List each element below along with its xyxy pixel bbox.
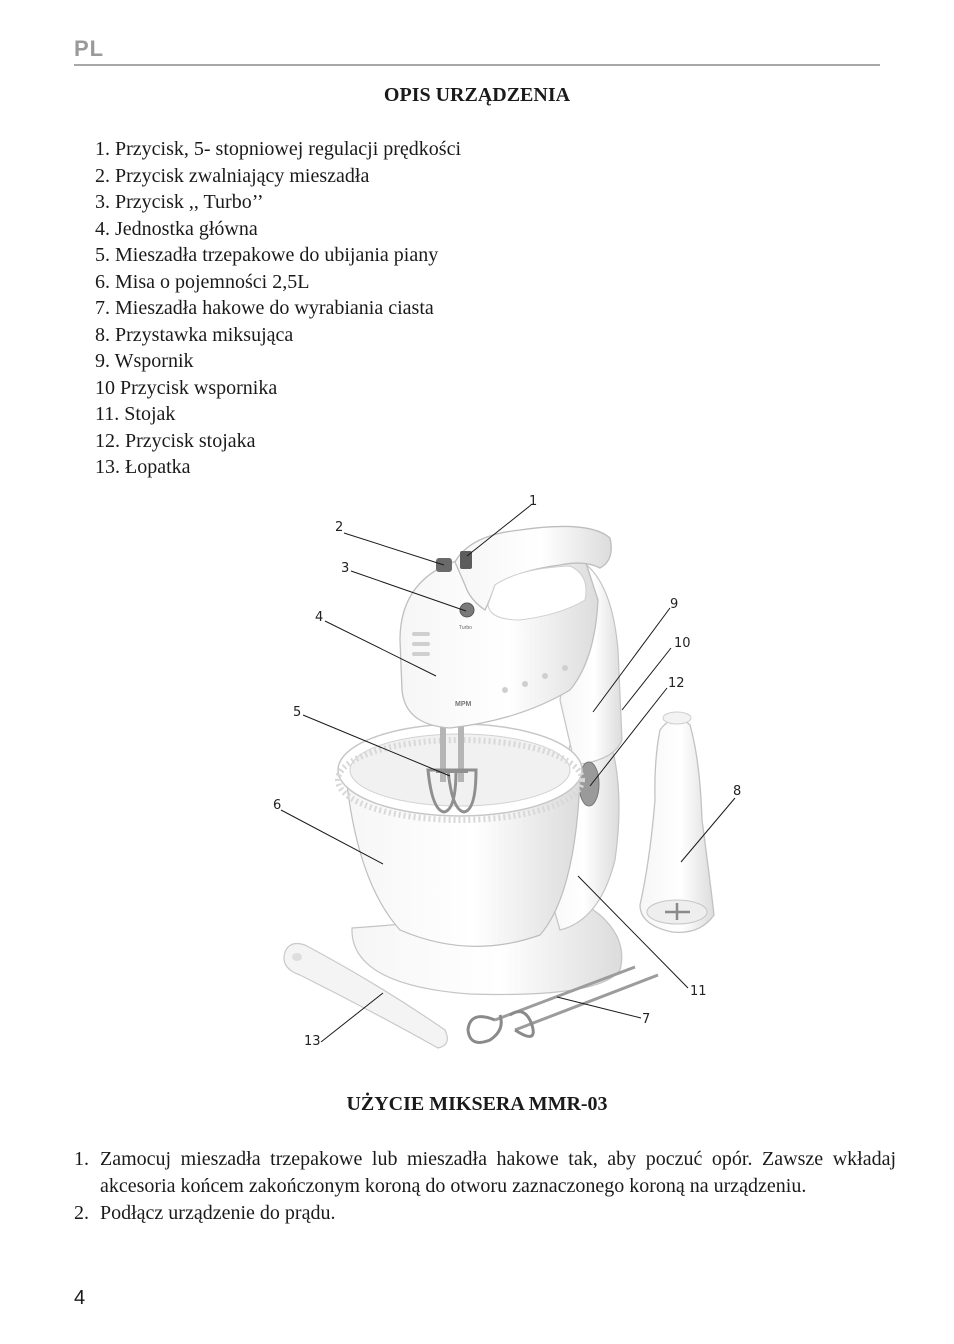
callout-13: 13 (304, 1034, 321, 1049)
part-item: 4. Jednostka główna (95, 217, 258, 240)
language-code: PL (74, 36, 105, 61)
callout-8: 8 (733, 784, 742, 799)
callout-2: 2 (335, 520, 344, 535)
part-item: 10 Przycisk wspornika (95, 376, 278, 399)
step-text: Zamocuj mieszadła trzepakowe lub mieszadła hakowe tak, aby poczuć opór. Zawsze wkładaj akcesoria końcem zakończonym koroną do otworu zaznaczonego koroną na urządzeniu. (100, 1148, 896, 1197)
callout-5: 5 (293, 705, 302, 720)
turbo-label: Turbo (459, 625, 472, 631)
part-item: 8. Przystawka miksująca (95, 323, 294, 346)
section-title-usage: UŻYCIE MIKSERA MMR-03 (346, 1093, 608, 1115)
brand-label: MPM (455, 701, 472, 708)
step-number: 1. (74, 1148, 89, 1170)
section-title-description: OPIS URZĄDZENIA (383, 84, 571, 106)
callout-11: 11 (690, 984, 707, 999)
callout-7: 7 (642, 1012, 651, 1027)
blender-attachment (640, 712, 714, 932)
part-item: 2. Przycisk zwalniający mieszadła (95, 164, 370, 187)
part-item: 12. Przycisk stojaka (95, 429, 256, 452)
mixer-diagram (260, 488, 740, 1058)
list-item (74, 1146, 896, 1200)
part-item: 13. Łopatka (95, 456, 191, 478)
callout-10: 10 (674, 636, 691, 651)
parts-list (95, 136, 461, 481)
callout-3: 3 (341, 561, 350, 576)
page-number: 4 (74, 1287, 86, 1309)
list-item (74, 1200, 896, 1227)
step-number: 2. (74, 1202, 89, 1224)
callout-9: 9 (670, 597, 679, 612)
part-item: 3. Przycisk ,, Turbo’’ (95, 191, 264, 213)
part-item: 7. Mieszadła hakowe do wyrabiania ciasta (95, 297, 434, 319)
callout-12: 12 (668, 676, 685, 691)
step-text: Podłącz urządzenie do prądu. (100, 1202, 336, 1224)
part-item: 9. Wspornik (95, 350, 194, 372)
part-item: 6. Misa o pojemności 2,5L (95, 270, 310, 293)
part-item: 5. Mieszadła trzepakowe do ubijania piany (95, 244, 439, 266)
callout-6: 6 (273, 798, 282, 813)
header-rule (74, 64, 880, 66)
callout-4: 4 (315, 610, 324, 625)
part-item: 11. Stojak (95, 403, 176, 425)
part-item: 1. Przycisk, 5- stopniowej regulacji prędkości (95, 138, 462, 160)
callout-1: 1 (529, 494, 538, 509)
usage-steps (74, 1146, 896, 1227)
